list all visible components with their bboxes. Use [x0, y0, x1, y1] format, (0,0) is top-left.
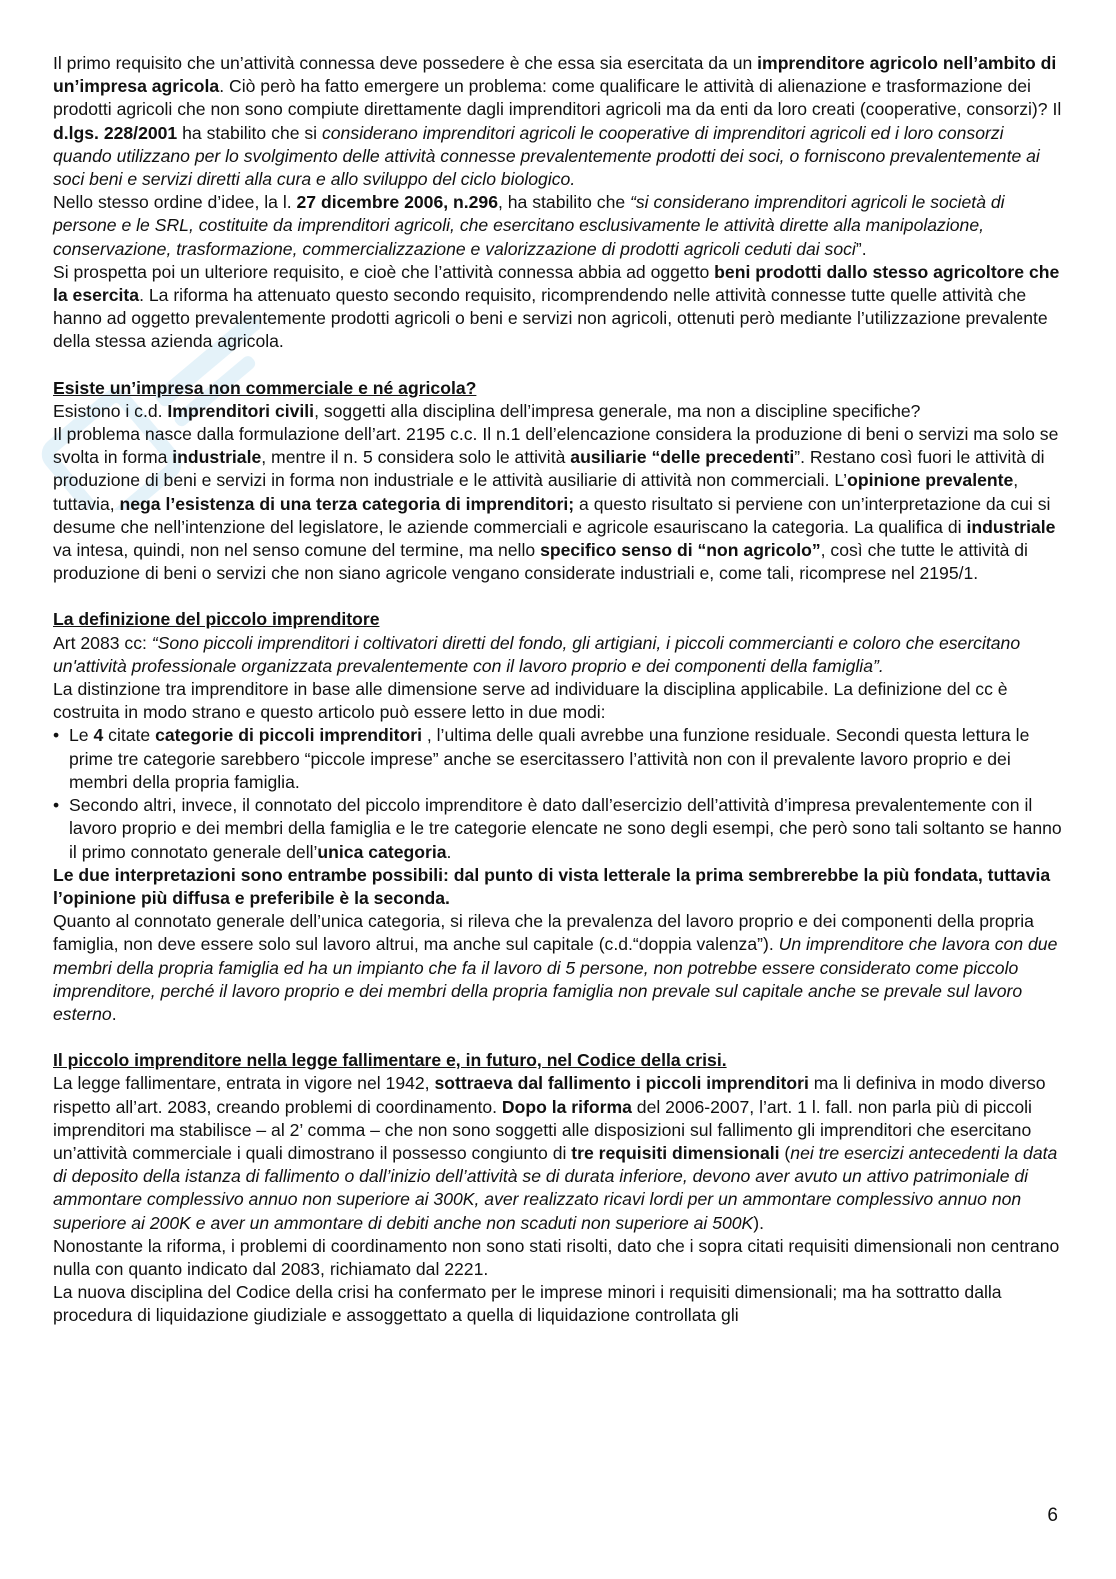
text-run: nega l’esistenza di una terza categoria di imprenditori; — [119, 493, 575, 514]
text-run: industriale — [172, 447, 262, 468]
text-run: ( — [779, 1142, 791, 1163]
text-run: Dopo la riforma — [501, 1096, 632, 1117]
text-run: ). — [753, 1212, 765, 1233]
text-run: Secondo altri, invece, il connotato del piccolo imprenditore è dato dall’esercizio dell’attività d’impresa prevalentemente con il lavoro proprio e dei membri della famiglia e le tre categorie elencate ne sono degli esempi, che però sono tali soltanto se hanno il primo connotato generale dell’ — [69, 795, 1062, 862]
text-run: ha stabilito che si — [177, 122, 322, 143]
page-number: 6 — [1047, 1505, 1058, 1526]
text-run: Nello stesso ordine d’idee, la l. — [53, 192, 297, 213]
text-run: Il primo requisito che un’attività connessa deve possedere è che essa sia esercitata da un — [53, 53, 758, 73]
text-run: nei tre esercizi antecedenti la data di deposito della istanza di fallimento o dall’inizio dell’attività se di durata inferiore, devono aver avuto un attivo patrimoniale di ammontare complessivo annuo non superiore ai 300K, aver realizzato ricavi lordi per un ammontare complessivo annuo non superiore ai 200K e aver un ammontare di debiti anche non scaduti non superiore ai 500K — [53, 1142, 1058, 1233]
section-heading — [53, 1049, 1065, 1072]
text-run: Il piccolo imprenditore nella legge fallimentare e, in futuro, nel Codice della crisi. — [53, 1050, 727, 1071]
text-run: , l’ultima delle quali avrebbe una funzione residuale. Secondi questa lettura le prime tre categorie sarebbero “piccole imprese” anche se esercitassero l’attività non con il prevalente lavoro proprio e dei membri della propria famiglia. — [69, 725, 1030, 792]
text-run: 27 dicembre 2006, n.296 — [296, 192, 498, 213]
text-run: “Sono piccoli imprenditori i coltivatori diretti del fondo, gli artigiani, i piccoli commercianti e coloro che esercitano un'attività professionale organizzata prevalentemente con il lavoro proprio e dei componenti della famiglia”. — [53, 632, 1021, 676]
text-run: d.lgs. 228/2001 — [53, 122, 178, 143]
text-run: del 2006-2007, l’art. 1 l. fall. non parla più di piccoli imprenditori ma stabilisce – al 2’ comma – che non sono soggetti alle disposizioni sul fallimento gli imprenditori che esercitano un’attività commerciale i quali dimostrano il possesso congiunto di — [53, 1096, 1032, 1163]
text-run: , tuttavia, — [53, 470, 1019, 514]
text-run: ausiliarie “delle precedenti — [570, 447, 795, 468]
text-run: . — [111, 1003, 117, 1024]
text-run: Le due interpretazioni sono entrambe possibili: dal punto di vista letterale la prima sembrerebbe la più fondata, tuttavia l’opinione più diffusa e preferibile è la seconda. — [53, 864, 1051, 908]
text-run: , soggetti alla disciplina dell’impresa generale, ma non a discipline specifiche? — [314, 400, 921, 421]
text-run: ”. — [855, 238, 867, 259]
paragraph — [53, 1281, 1065, 1327]
paragraph — [53, 910, 1065, 1026]
text-run: . Ciò però ha fatto emergere un problema: come qualificare le attività di alienazione e trasformazione dei prodotti agricoli che non sono compiute direttamente dagli imprenditori agricoli ma da enti da loro creati (cooperative, consorzi)? Il — [53, 76, 1062, 120]
text-run: La distinzione tra imprenditore in base alle dimensione serve ad individuare la disciplina applicabile. La definizione del cc è costruita in modo strano e questo articolo può essere letto in due modi: — [53, 679, 1008, 723]
section-heading — [53, 608, 1065, 631]
paragraph — [53, 400, 1065, 423]
text-run: Esistono i c.d. — [53, 400, 168, 421]
paragraph — [53, 864, 1065, 910]
text-run: imprenditore agricolo nell’ambito di un’impresa agricola — [53, 53, 1057, 97]
text-run: Nonostante la riforma, i problemi di coordinamento non sono stati risolti, dato che i sopra citati requisiti dimensionali non centrano nulla con quanto indicato dal 2083, richiamato dal 2221. — [53, 1235, 1060, 1279]
text-run: considerano imprenditori agricoli le cooperative di imprenditori agricoli ed i loro consorzi quando utilizzano per lo svolgimento delle attività connesse prevalentemente prodotti dei soci, o forniscono prevalentemente ai soci beni e servizi diretti alla cura e allo sviluppo del ciclo biologico. — [53, 122, 1040, 190]
bullet-list — [53, 724, 1065, 863]
text-run: Art 2083 cc: — [53, 632, 152, 653]
text-run: specifico senso di “non agricolo” — [540, 540, 821, 561]
paragraph-gap — [53, 585, 1065, 608]
paragraph-gap — [53, 1026, 1065, 1049]
text-run: va intesa, quindi, non nel senso comune del termine, ma nello — [53, 540, 541, 561]
text-run: Le — [69, 725, 94, 746]
list-item — [53, 724, 1065, 794]
text-run: categorie di piccoli imprenditori — [155, 725, 422, 746]
text-run: industriale — [966, 516, 1056, 537]
text-run: La definizione del piccolo imprenditore — [53, 609, 380, 630]
text-run: Quanto al connotato generale dell’unica categoria, si rileva che la prevalenza del lavoro proprio e dei componenti della propria famiglia, non deve essere solo sul lavoro altrui, ma anche sul capitale (c.d.“doppia valenza”). — [53, 911, 1034, 955]
text-run: opinione prevalente — [847, 470, 1014, 491]
paragraph — [53, 678, 1065, 724]
text-run: citate — [103, 725, 156, 746]
paragraph — [53, 261, 1065, 354]
text-run: La legge fallimentare, entrata in vigore nel 1942, — [53, 1073, 435, 1094]
paragraph — [53, 191, 1065, 261]
text-run: sottraeva dal fallimento i piccoli imprenditori — [434, 1073, 809, 1094]
text-run: . La riforma ha attenuato questo secondo requisito, ricomprendendo nelle attività connesse tutte quelle attività che hanno ad oggetto prevalentemente prodotti agricoli o beni e servizi non agricoli, ottenuti però mediante l’utilizzazione prevalente della stessa azienda agricola. — [53, 285, 1048, 352]
text-run: Un imprenditore che lavora con due membri della propria famiglia ed ha un impianto che fa il lavoro di 5 persone, non potrebbe essere considerato come piccolo imprenditore, perché il lavoro proprio e dei membri della propria famiglia non prevale sul capitale anche se prevale sul lavoro esterno — [53, 934, 1058, 1024]
list-item — [53, 794, 1065, 864]
text-run: Imprenditori civili — [167, 400, 315, 421]
text-run: Il problema nasce dalla formulazione dell’art. 2195 c.c. Il n.1 dell’elencazione considera la produzione di beni o servizi ma solo se svolta in forma — [53, 424, 1059, 468]
text-run: La nuova disciplina del Codice della crisi ha confermato per le imprese minori i requisiti dimensionali; ma ha sottratto dalla procedura di liquidazione giudiziale e assoggettato a quella di liquidazione controllata gli — [53, 1282, 1002, 1326]
text-run: beni prodotti dallo stesso agricoltore che la esercita — [53, 261, 1060, 306]
paragraph — [53, 1235, 1065, 1281]
paragraph — [53, 423, 1065, 585]
text-run: , così che tutte le attività di produzione di beni o servizi che non siano agricole vengano considerate industriali e, come tali, ricomprese nel 2195/1. — [53, 540, 1028, 584]
text-run: a questo risultato si perviene con un’interpretazione da cui si desume che nell’intenzione del legislatore, le aziende commerciali e agricole esauriscano la categoria. La qualifica di — [53, 493, 1051, 537]
text-run: 4 — [93, 725, 104, 746]
paragraph-gap — [53, 354, 1065, 377]
text-run: , mentre il n. 5 considera solo le attività — [261, 447, 571, 468]
text-run: unica categoria — [317, 841, 447, 862]
text-run: Si prospetta poi un ulteriore requisito, e cioè che l’attività connessa abbia ad oggetto — [53, 261, 715, 282]
text-run: . — [446, 841, 452, 862]
text-run: ma li definiva in modo diverso rispetto all’art. 2083, creando problemi di coordinamento. — [53, 1073, 1046, 1117]
text-run: “si considerano imprenditori agricoli le società di persone e le SRL, costituite da imprenditori agricoli, che esercitano esclusivamente le attività dirette alla manipolazione, conservazione, trasformazione, commercializzazione e valorizzazione di prodotti agricoli ceduti dai soci — [53, 192, 1005, 259]
paragraph — [53, 52, 1065, 191]
paragraph — [53, 1072, 1065, 1234]
paragraph — [53, 632, 1065, 678]
text-run: tre requisiti dimensionali — [571, 1142, 780, 1163]
section-heading — [53, 377, 1065, 400]
text-run: Esiste un’impresa non commerciale e né agricola? — [53, 377, 477, 398]
text-run: ”. Restano così fuori le attività di produzione di beni e servizi in forma non industriale e le attività ausiliarie di attività non commerciali. L’ — [53, 447, 1045, 491]
document-body — [53, 52, 1065, 1328]
text-run: , ha stabilito che — [498, 192, 631, 213]
